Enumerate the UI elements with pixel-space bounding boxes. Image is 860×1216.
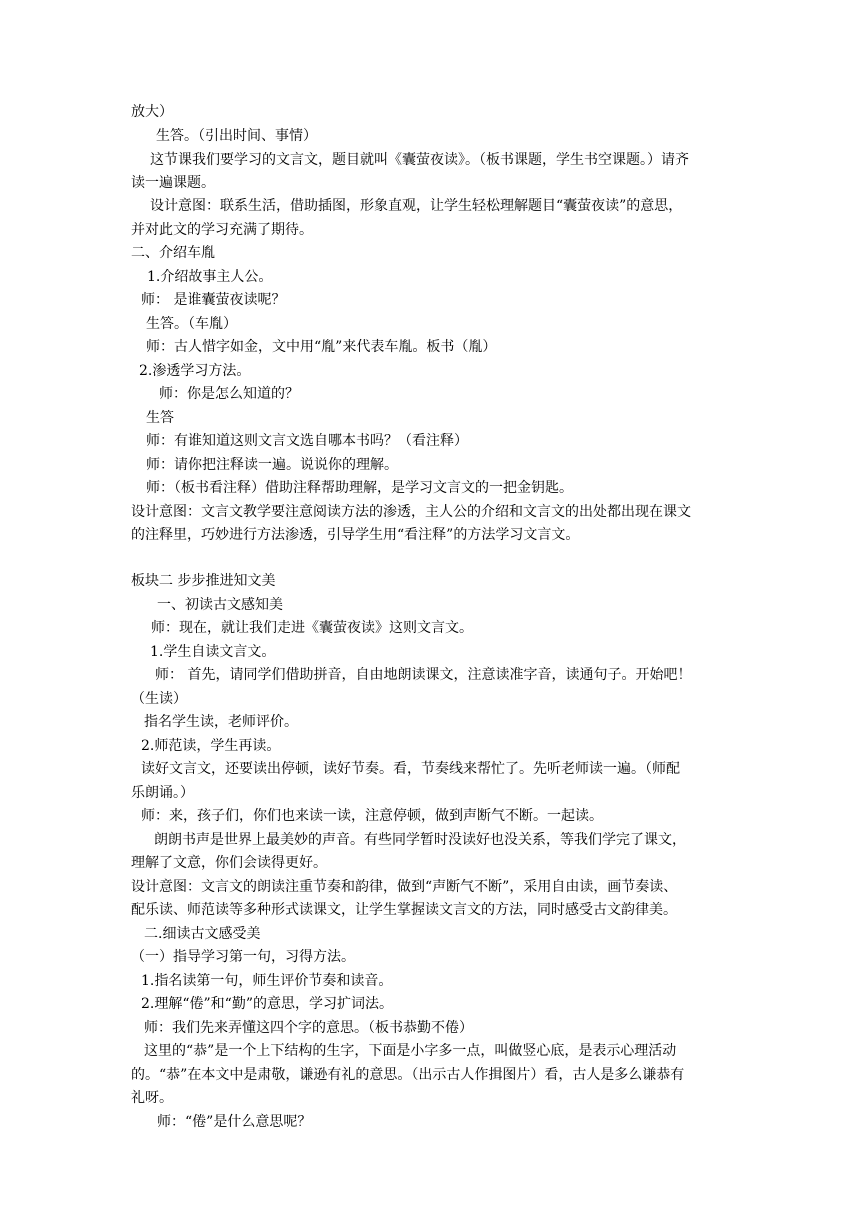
text-line: 这节课我们要学习的文言文，题目就叫《囊萤夜读》。（板书课题，学生书空课题。）请齐 — [150, 152, 689, 168]
text-line: 这里的“恭”是一个上下结构的生字，下面是小字多一点，叫做竖心底，是表示心理活动 — [144, 1043, 677, 1059]
text-line: 理解了文意，你们会读得更好。 — [131, 855, 327, 871]
text-line: 礼呀。 — [131, 1090, 173, 1106]
text-line: 师：古人惜字如金，文中用“胤”来代表车胤。板书（胤） — [146, 339, 497, 355]
text-line: 师：“倦”是什么意思呢？ — [157, 1114, 312, 1130]
section-heading: 二.细读古文感受美 — [144, 926, 261, 942]
text-line: 朗朗书声是世界上最美妙的声音。有些同学暂时没读好也没关系，等我们学完了课文， — [154, 832, 686, 848]
text-line: 师： 是谁囊萤夜读呢？ — [141, 292, 286, 308]
text-line: （生读） — [131, 691, 187, 707]
text-line: 1.介绍故事主人公。 — [147, 269, 273, 285]
text-line: 生答。（车胤） — [146, 316, 237, 332]
text-line: 师：（板书看注释）借助注释帮助理解，是学习文言文的一把金钥匙。 — [146, 480, 573, 496]
text-line: 1.指名读第一句，师生评价节奏和读音。 — [141, 973, 393, 989]
text-line: 师：有谁知道这则文言文选自哪本书吗？（看注释） — [146, 433, 468, 449]
text-line: 设计意图：文言文的朗读注重节奏和韵律，做到“声断气不断”，采用自由读，画节奏读、 — [131, 879, 678, 895]
text-line: 师：我们先来弄懂这四个字的意思。（板书恭勤不倦） — [144, 1020, 473, 1036]
text-line: 师：来，孩子们，你们也来读一读，注意停顿，做到声断气不断。一起读。 — [141, 808, 603, 824]
text-line: 2.师范读，学生再读。 — [141, 738, 281, 754]
section-heading: 二、介绍车胤 — [131, 245, 215, 261]
text-line: 师：现在，就让我们走进《囊萤夜读》这则文言文。 — [151, 620, 473, 636]
block-heading: 板块二 步步推进知文美 — [131, 573, 276, 589]
text-line: 读一遍课题。 — [131, 175, 215, 191]
text-line: 2.理解“倦”和“勤”的意思，学习扩词法。 — [141, 996, 393, 1012]
text-line: 放大） — [131, 104, 173, 120]
text-line: 师：你是怎么知道的？ — [159, 386, 299, 402]
text-line: 的注释里，巧妙进行方法渗透，引导学生用“看注释”的方法学习文言文。 — [131, 527, 580, 543]
text-line: （一）指导学习第一句，习得方法。 — [131, 949, 355, 965]
text-line: 设计意图：联系生活，借助插图，形象直观，让学生轻松理解题目“囊萤夜读”的意思， — [150, 198, 683, 214]
text-line: 的。“恭”在本文中是肃敬，谦逊有礼的意思。（出示古人作揖图片）看，古人是多么谦恭有 — [131, 1067, 685, 1083]
text-line: 并对此文的学习充满了期待。 — [131, 222, 313, 238]
text-line: 生答。（引出时间、事情） — [156, 128, 317, 144]
text-line: 读好文言文，还要读出停顿，读好节奏。看，节奏线来帮忙了。先听老师读一遍。（师配 — [141, 761, 680, 777]
text-line: 2.渗透学习方法。 — [139, 363, 251, 379]
text-line: 师： 首先，请同学们借助拼音，自由地朗读课文，注意读准字音，读通句子。开始吧！ — [155, 667, 692, 683]
text-line: 生答 — [146, 410, 174, 426]
text-line: 乐朗诵。） — [131, 785, 194, 801]
section-heading: 一、初读古文感知美 — [157, 597, 283, 613]
text-line: 1.学生自读文言文。 — [150, 644, 276, 660]
text-line: 设计意图：文言文教学要注意阅读方法的渗透，主人公的介绍和文言文的出处都出现在课文 — [131, 504, 691, 520]
text-line: 师：请你把注释读一遍。说说你的理解。 — [146, 457, 398, 473]
text-line: 配乐读、师范读等多种形式读课文，让学生掌握读文言文的方法，同时感受古文韵律美。 — [131, 902, 677, 918]
text-line: 指名学生读，老师评价。 — [144, 714, 298, 730]
